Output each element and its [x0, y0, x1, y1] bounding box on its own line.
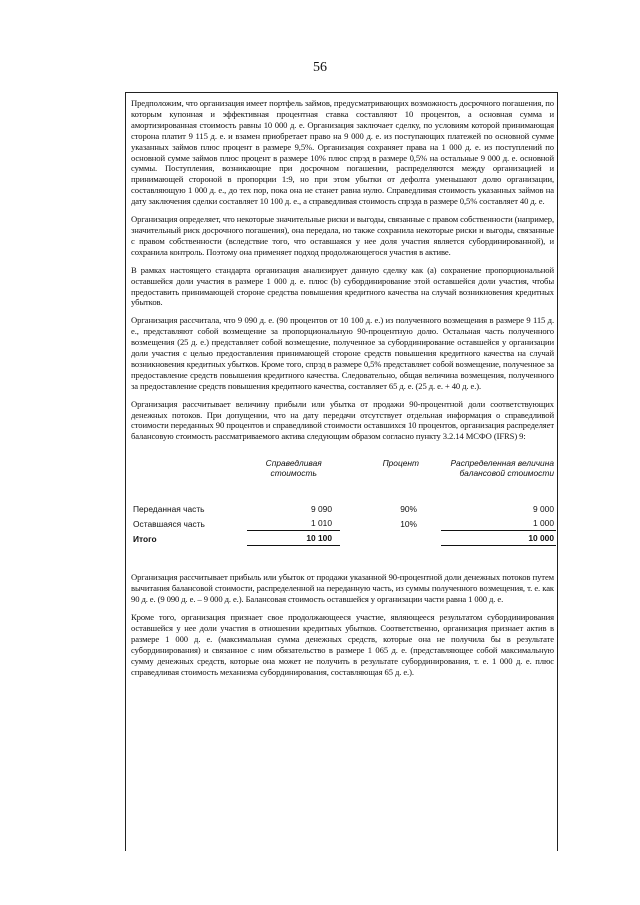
paragraph-6: Организация рассчитывает прибыль или убыток от продажи указанной 90-процентной доли денежных потоков путем вычитания балансовой стоимости, распределенной на переданную часть, из суммы полученного возмещения, т. е. как 90 д. е. (9 090 д. е. – 9 000 д. е.). Балансовая стоимость оставшейся у организации части равна 1 000 д. е. [131, 572, 554, 605]
total-fair-value: 10 100 [247, 531, 340, 546]
row-label: Переданная часть [133, 504, 205, 515]
total-percent-empty [340, 531, 441, 546]
row-fair-value: 1 010 [247, 516, 340, 531]
header-label-cell [131, 458, 247, 502]
table-row [131, 502, 556, 516]
table-total-row [131, 531, 556, 546]
page-number: 56 [313, 60, 327, 75]
row-percent: 10% [400, 518, 417, 529]
header-percent: Процент [382, 458, 419, 469]
paragraph-3: В рамках настоящего стандарта организация анализирует данную сделку как (а) сохранение пропорциональной оставшейся доли участия в размере 1 000 д. е. плюс (b) субординирование этой оставшейся доли участия, чтобы предоставить принимающей стороне средства повышения кредитного качества на случай возникновения кредитных убытков. [131, 264, 554, 308]
table-header-row [131, 458, 556, 502]
row-fair-value: 9 090 [311, 504, 332, 515]
table-row [131, 516, 556, 531]
header-fair-value: Справедливая стоимость [265, 458, 322, 479]
total-allocated: 10 000 [441, 531, 556, 546]
row-percent: 90% [400, 504, 417, 515]
text-box [125, 92, 558, 851]
paragraph-2: Организация определяет, что некоторые значительные риски и выгоды, связанные с правом собственности (например, значительный риск досрочного погашения), она передала, но также сохранила некоторые риски и выгоды, связанные с правом собственности (вследствие того, что оставшаяся у нее доля участия является субординированной), и сохранила контроль. Поэтому она применяет подход продолжающегося участия в активе. [131, 214, 554, 257]
row-allocated: 1 000 [441, 516, 556, 531]
allocation-table [131, 458, 556, 546]
row-allocated: 9 000 [533, 504, 554, 515]
total-label: Итого [133, 533, 157, 544]
paragraph-4: Организация рассчитала, что 9 090 д. е. (90 процентов от 10 100 д. е.) из полученного возмещения в размере 9 115 д. е., представляют собой возмещение за пропорциональную 90-процентную долю. Остальная часть полученного возмещения (25 д. е.) представляет собой возмещение, полученное за субординирование оставшейся у организации доли участия с целью предоставления принимающей стороне средств повышения кредитного качества на случай возникновения кредитных убытков. Кроме того, спрэд в размере 0,5% представляет собой возмещение, полученное за предоставление средств повышения кредитного качества. Следовательно, общая величина возмещения, полученного за предоставление средств повышения кредитного качества, составляет 65 д. е. (25 д. е. + 40 д. е.). [131, 315, 554, 391]
paragraph-7: Кроме того, организация признает свое продолжающееся участие, являющееся результатом субординирования оставшейся у нее доли участия в отношении кредитных убытков. Соответственно, организация признает актив в размере 1 000 д. е. (максимальная сумма денежных средств, которые она не получила бы в результате субординирования) и связанное с ним обязательство в размере 1 065 д. е. (представляющее собой максимальную сумму денежных средств, которые она может не получить в результате субординирования, т. е. 1 000 д. е. плюс справедливая стоимость механизма субординирования, составляющая 65 д. е.). [131, 612, 554, 677]
paragraph-1: Предположим, что организация имеет портфель займов, предусматривающих возможность досрочного погашения, по которым купонная и эффективная процентная ставка составляют 10 процентов, а основная сумма и амортизированная стоимость равны 10 000 д. е. Организация заключает сделку, по условиям которой принимающая сторона платит 9 115 д. е. и взамен приобретает право на 9 000 д. е. из поступающих платежей по основной сумме указанных займов плюс процент в размере 9,5%. Организация сохраняет права на 1 000 д. е. из поступлений по основной сумме займов плюс процент в размере 10% плюс спрэд в размере 0,5% на остальные 9 000 д. е. основной суммы. Поступления, возникающие при досрочном погашении, распределяются между организацией и принимающей стороной в пропорции 1:9, но при этом убытки от дефолта уменьшают долю организации, составляющую 1 000 д. е., до тех пор, пока она не станет равна нулю. Справедливая стоимость указанных займов на дату заключения сделки составляет 10 100 д. е., а справедливая стоимость спрэда в размере 0,5% составляет 40 д. е. [131, 98, 554, 207]
box-content [126, 93, 557, 677]
header-allocated: Распределенная величина балансовой стоимости [450, 458, 554, 479]
paragraph-5: Организация рассчитывает величину прибыли или убытка от продажи 90-процентной доли соответствующих денежных потоков. При допущении, что на дату передачи отсутствует отдельная информация о справедливой стоимости переданных 90 процентов и справедливой стоимости оставшихся 10 процентов, организация распределяет балансовую стоимость рассматриваемого актива следующим образом согласно пункту 3.2.14 МСФО (IFRS) 9: [131, 398, 554, 442]
row-label: Оставшаяся часть [133, 518, 205, 529]
